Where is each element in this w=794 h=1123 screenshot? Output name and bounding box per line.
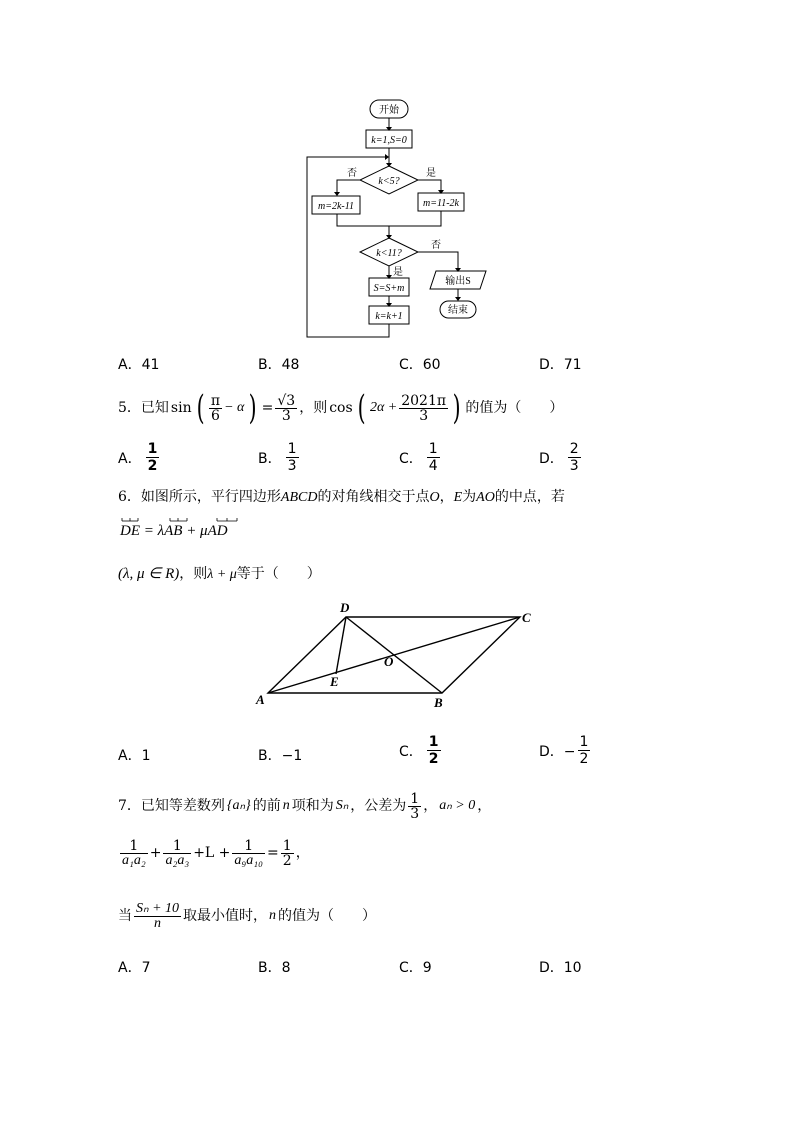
q6-l1a: 6．如图所示，平行四边形 xyxy=(118,489,281,505)
q5-c-label: C． xyxy=(399,450,423,467)
q7-l3a: 当 xyxy=(118,908,132,924)
q6-e: E xyxy=(453,490,463,505)
point-c-label: C xyxy=(522,610,531,625)
flow-no1-label: 否 xyxy=(347,168,357,179)
point-a-label: A xyxy=(256,692,265,707)
q5-prefix: 5．已知 xyxy=(118,400,169,416)
point-b-label: B xyxy=(434,695,443,710)
q5-suffix: 的值为（ ） xyxy=(465,400,564,416)
q7-d-frac: $\frac{1}{3}$ xyxy=(410,790,420,822)
flow-yes1-label: 是 xyxy=(426,168,436,179)
q5-cos: cos xyxy=(329,400,353,416)
q4-option-b[interactable]: B．48 xyxy=(258,357,300,373)
q7-f-frac: $\frac{\text{Sₙ + 10}}{n}$ xyxy=(136,900,180,931)
q5-minus-alpha: − α xyxy=(224,400,245,415)
q5-d-label: D． xyxy=(539,450,564,467)
q5-option-b[interactable] xyxy=(258,441,299,474)
q7-ellipsis: +L + xyxy=(193,845,231,861)
q6-cond: (λ, μ ∈ R) xyxy=(118,566,180,582)
flow-yes2-label: 是 xyxy=(393,267,403,278)
flow-cond1-label: k<5? xyxy=(378,176,400,187)
q7-l1d: ，公差为 xyxy=(350,798,407,814)
point-o-label: O xyxy=(384,654,394,669)
q5-paren-open: ( xyxy=(196,388,205,428)
q6-l1d: 为 xyxy=(462,489,477,505)
q5-b-label: B． xyxy=(258,450,282,467)
q6-cond-suffix: 等于（ ） xyxy=(236,566,321,582)
q5-frac-2021pi: $\frac{2021\pi}{3}$ xyxy=(401,392,447,424)
q7-l3c: 的值为（ ） xyxy=(278,908,377,924)
q7-t3-frac: $\frac{1}{\text{a₉a₁₀}}$ xyxy=(234,837,264,868)
q4-option-c[interactable]: C．60 xyxy=(399,357,441,373)
q6-c-frac: $\frac{1}{2}$ xyxy=(428,734,439,767)
flow-left-label: m=2k-11 xyxy=(318,201,354,212)
flowchart xyxy=(0,0,794,345)
q6-option-d[interactable] xyxy=(539,734,590,767)
q7-stem-line1 xyxy=(118,788,491,824)
diagonal-bd xyxy=(346,617,442,693)
flow-sum-label: S=S+m xyxy=(373,283,405,294)
q6-c-label: C． xyxy=(399,743,423,760)
q6-vector-arrows xyxy=(120,517,250,525)
q6-lambda-mu: λ + μ xyxy=(207,567,237,582)
q7-n2: n xyxy=(269,908,277,923)
q6-option-a[interactable]: A．1 xyxy=(118,748,151,764)
q7-stem-line3 xyxy=(118,897,376,935)
q7-n: n xyxy=(282,798,290,813)
q5-c-frac: $\frac{1}{4}$ xyxy=(428,441,438,474)
q5-d-frac: $\frac{2}{3}$ xyxy=(569,441,579,474)
q6-o: O xyxy=(429,490,440,505)
q5-sin: sin xyxy=(170,400,192,416)
q4-option-d[interactable]: D．71 xyxy=(539,357,582,373)
q5-option-d[interactable] xyxy=(539,441,581,474)
q5-then: ，则 xyxy=(299,400,328,416)
q7-l1a: 7．已知等差数列 xyxy=(118,798,225,814)
q5-option-a[interactable] xyxy=(118,441,159,474)
q7-an-pos: aₙ > 0 xyxy=(439,798,476,813)
flow-right-label: m=11-2k xyxy=(423,198,459,209)
q7-l1e: ， xyxy=(423,798,438,814)
point-e-label: E xyxy=(330,674,339,689)
q7-r-frac: $\frac{1}{2}$ xyxy=(282,837,292,869)
q6-option-c[interactable] xyxy=(399,734,441,767)
q5-paren2-close: ) xyxy=(452,388,461,428)
q5-stem xyxy=(118,388,563,428)
q5-option-c[interactable] xyxy=(399,441,440,474)
q4-option-a[interactable]: A．41 xyxy=(118,357,160,373)
q7-option-a[interactable]: A．7 xyxy=(118,960,151,976)
q5-a-label: A． xyxy=(118,450,142,467)
q6-l1c: ， xyxy=(439,489,454,505)
q6-stem-line1 xyxy=(118,490,565,505)
q6-parallelogram-figure xyxy=(250,598,540,713)
q6-d-label: D．− xyxy=(539,743,576,760)
q7-option-b[interactable]: B．8 xyxy=(258,960,291,976)
q6-d-frac: $\frac{1}{2}$ xyxy=(579,734,589,767)
q6-abcd: ABCD xyxy=(280,490,318,505)
q7-l1c: 项和为 xyxy=(291,798,334,814)
flow-output-label: 输出S xyxy=(445,276,471,287)
q7-stem-line2 xyxy=(120,833,310,873)
flow-end-label: 结束 xyxy=(448,305,468,316)
q6-vector-equation: DE = λAB + μAD xyxy=(120,523,228,539)
q7-plus: + xyxy=(149,845,162,861)
q7-option-c[interactable]: C．9 xyxy=(399,960,432,976)
q5-frac-pi6: $\frac{\pi}{6}$ xyxy=(210,392,221,424)
q6-l1e: 的中点，若 xyxy=(494,489,565,505)
q6-stem-line3 xyxy=(118,567,321,582)
q7-l3b: 取最小值时， xyxy=(183,908,268,924)
q5-frac-sqrt3: $\frac{√3}{3}$ xyxy=(277,392,296,424)
q5-paren2-open: ( xyxy=(357,388,366,428)
q7-option-d[interactable]: D．10 xyxy=(539,960,582,976)
q6-ao: AO xyxy=(476,490,495,505)
q7-eq: = xyxy=(267,845,279,861)
q7-t2-frac: $\frac{1}{\text{a₂a₃}}$ xyxy=(165,837,190,868)
q7-l1f: ， xyxy=(477,798,492,814)
q7-sn: Sₙ xyxy=(335,798,349,813)
q5-equals: = xyxy=(261,400,274,416)
q5-b-frac: $\frac{1}{3}$ xyxy=(287,441,297,474)
q7-l1b: 的前 xyxy=(252,798,281,814)
q6-l1b: 的对角线相交于点 xyxy=(317,489,430,505)
q7-comma: ， xyxy=(295,845,310,861)
flow-start-label: 开始 xyxy=(379,105,399,116)
flow-no2-label: 否 xyxy=(431,240,441,251)
point-d-label: D xyxy=(340,600,350,615)
q6-cond-text: ，则 xyxy=(179,566,208,582)
flow-inc-label: k=k+1 xyxy=(375,311,403,322)
q5-a-frac: $\frac{1}{2}$ xyxy=(147,441,158,474)
q5-two-alpha: 2α + xyxy=(369,400,398,415)
q7-seq: {aₙ} xyxy=(226,798,251,813)
flow-init-label: k=1,S=0 xyxy=(371,135,407,146)
q7-t1-frac: $\frac{1}{\text{a₁a₂}}$ xyxy=(122,837,146,868)
flow-cond2-label: k<11? xyxy=(376,248,402,259)
q5-paren-close: ) xyxy=(249,388,257,428)
q6-option-b[interactable]: B．−1 xyxy=(258,748,303,764)
